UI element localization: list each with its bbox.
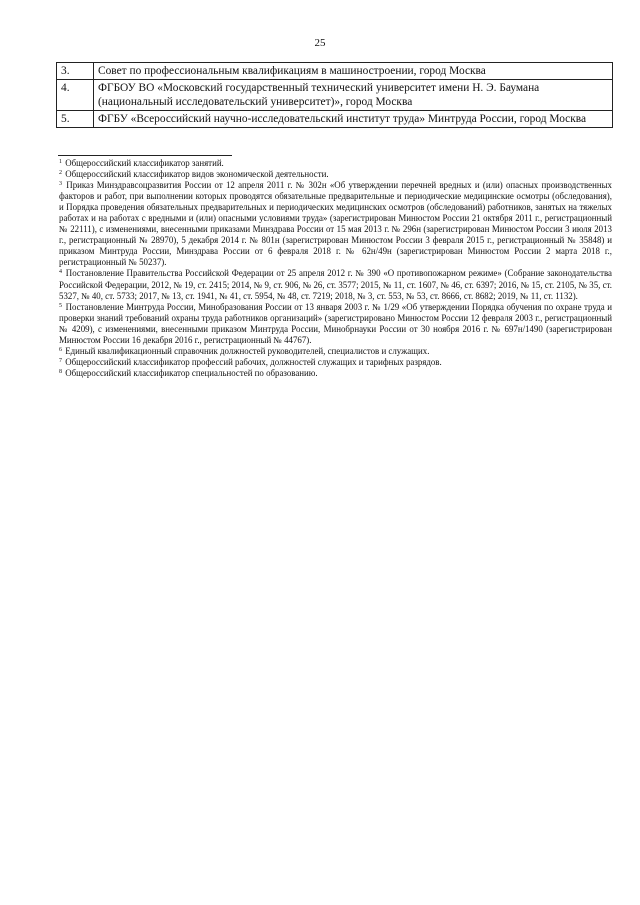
footnote-7 bbox=[59, 357, 612, 368]
footnote-5 bbox=[59, 302, 612, 346]
row-number: 4. bbox=[57, 80, 94, 111]
footnote-text: Общероссийский классификатор занятий. bbox=[65, 158, 224, 168]
footnote-text: Единый квалификационный справочник должностей руководителей, специалистов и служащих. bbox=[65, 345, 430, 356]
footnote-text: Приказ Минздравсоцразвития России от 12 апреля 2011 г. № 302н «Об утверждении перечней вредных и (или) опасных производственных факторов и работ, при выполнении которых проводятся обязательные предварительные и периодические медицинские осмотры (обследования), и Порядка проведения обязательных предварительных и периодических медицинских осмотров (обследований) работников, занятых на тяжелых работах и на работах с вредными и (или) опасными условиями труда» (зарегистрирован Минюстом России 21 октября 2011 г., регистрационный № 22111), с изменениями, внесенными приказами Минздрава России от 15 мая 2013 г. № 296н (зарегистрирован Минюстом России 3 июля 2013 г., регистрационный № 28970), 5 декабря 2014 г. № 801н (зарегистрирован Минюстом России 3 февраля 2015 г., регистрационный № 35848) и приказом Минтруда России, Минздрава России от 6 февраля 2018 г. № 62н/49н (зарегистрирован Минюстом России 2 марта 2018 г., регистрационный № 50237). bbox=[59, 180, 612, 268]
footnote-separator bbox=[58, 155, 232, 156]
table-row bbox=[57, 80, 613, 111]
footnote-text: Постановление Правительства Российской Федерации от 25 апреля 2012 г. № 390 «О противопожарном режиме» (Собрание законодательства Российской Федерации, 2012, № 19, ст. 2415; 2014, № 9, ст. 906, № 26, ст. 3577; 2015, № 11, ст. 1607, № 46, ст. 6397; 2016, № 15, ст. 2105, № 35, ст. 5327, № 40, ст. 5733; 2017, № 13, ст. 1941, № 41, ст. 5954, № 48, ст. 7219; 2018, № 3, ст. 553, № 53, ст. 8666, ст. 8682; 2019, № 11, ст. 1132). bbox=[59, 268, 612, 301]
organization-name: Совет по профессиональным квалификациям в машиностроении, город Москва bbox=[94, 63, 613, 80]
footnotes-block bbox=[59, 158, 612, 379]
footnote-mark: 5 bbox=[59, 302, 62, 309]
footnote-1 bbox=[59, 158, 612, 169]
row-number: 5. bbox=[57, 111, 94, 128]
organization-name: ФГБОУ ВО «Московский государственный технический университет имени Н. Э. Баумана (национальный исследовательский университет)», город Москва bbox=[94, 80, 613, 111]
footnote-2 bbox=[59, 169, 612, 180]
developer-organizations-table bbox=[56, 62, 613, 128]
table-row bbox=[57, 63, 613, 80]
footnote-mark: 2 bbox=[59, 170, 62, 177]
footnote-mark: 1 bbox=[59, 159, 62, 165]
footnote-mark: 7 bbox=[59, 357, 62, 364]
footnote-mark: 6 bbox=[59, 346, 62, 353]
footnote-text: Общероссийский классификатор специальностей по образованию. bbox=[65, 367, 318, 378]
organization-name: ФГБУ «Всероссийский научно-исследовательский институт труда» Минтруда России, город Москва bbox=[94, 111, 613, 128]
footnote-text: Постановление Минтруда России, Минобразования России от 13 января 2003 г. № 1/29 «Об утверждении Порядка обучения по охране труда и проверки знаний требований охраны труда работников организаций» (зарегистрировано Минюстом России 12 февраля 2003 г., регистрационный № 4209), с изменениями, внесенными приказом Минтруда России, Минобрнауки России от 30 ноября 2016 г. № 697н/1490 (зарегистрирован Минюстом России 16 декабря 2016 г., регистрационный № 44767). bbox=[59, 301, 613, 345]
footnote-mark: 8 bbox=[59, 368, 62, 375]
table-row bbox=[57, 111, 613, 128]
row-number: 3. bbox=[57, 63, 94, 80]
footnote-6 bbox=[59, 346, 612, 357]
page-number: 25 bbox=[314, 37, 326, 49]
footnote-4 bbox=[59, 268, 612, 301]
footnote-mark: 4 bbox=[59, 269, 62, 276]
footnote-text: Общероссийский классификатор видов экономической деятельности. bbox=[65, 169, 329, 180]
footnote-text: Общероссийский классификатор профессий рабочих, должностей служащих и тарифных разрядов. bbox=[65, 356, 442, 367]
footnote-mark: 3 bbox=[59, 181, 62, 188]
footnote-8 bbox=[59, 368, 612, 379]
footnote-3 bbox=[59, 180, 612, 268]
